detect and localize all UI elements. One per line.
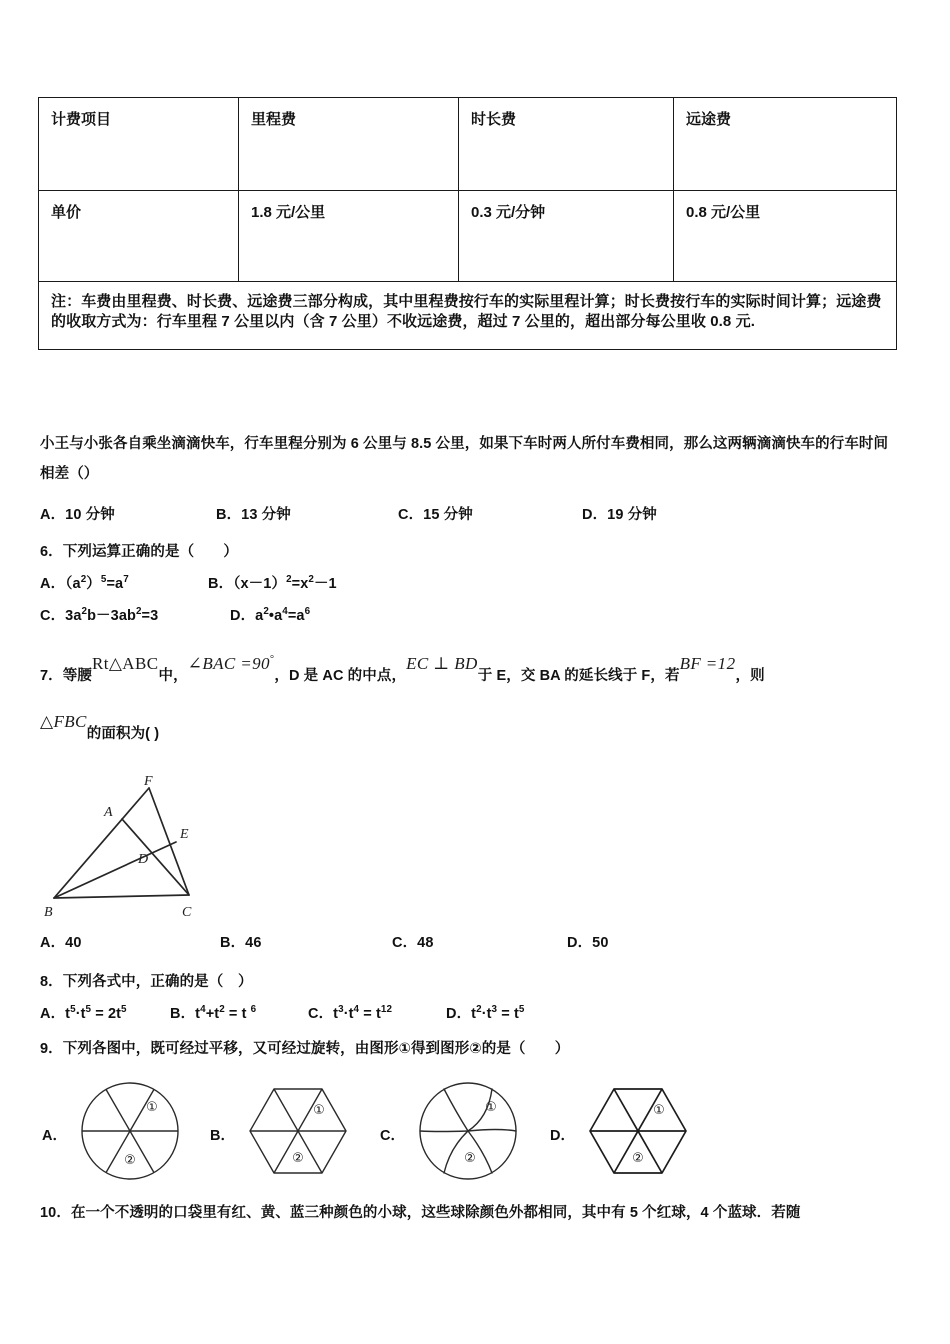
mark-2: ② [632,1151,644,1166]
question-8-options [40,1000,524,1029]
question-5-option-d[interactable]: D．19 分钟 [582,507,657,523]
question-6-number: 6． [40,544,63,560]
question-7-math-angle-bac: ∠BAC =90° [187,654,275,673]
table-header-longdistance: 远途费 [674,98,897,191]
question-9-option-b-key: B． [210,1128,235,1144]
question-7-text-3: ，D 是 AC 的中点， [274,668,407,684]
mark-1: ① [146,1100,158,1115]
question-8-option-d[interactable]: D．$t^2\cdot t^3 = t^5$ [446,1004,525,1022]
circle-six-sectors-icon [72,1078,192,1186]
question-7-text-2: 中， [158,668,188,684]
table-cell-mileage-price: 1.8 元/公里 [239,191,459,282]
table-row-unit-price [39,191,897,282]
question-5-option-b[interactable]: B．13 分钟 [216,507,291,523]
table-header-duration: 时长费 [459,98,674,191]
question-10-number: 10． [40,1205,71,1221]
label-E: E [180,827,189,842]
question-6-stem [40,538,238,567]
mark-2: ② [292,1151,304,1166]
question-7-option-d[interactable]: D．50 [567,935,609,951]
question-6-options-row-2 [40,602,310,631]
question-9-option-d[interactable] [548,1078,708,1186]
question-8-stem [40,968,253,997]
label-F: F [144,776,153,789]
question-6-option-c[interactable]: C．$3a^2b-3ab^2=3$ [40,606,159,624]
table-header-mileage: 里程费 [239,98,459,191]
question-9-option-c-key: C． [380,1128,405,1144]
mark-1: ① [653,1103,665,1118]
mark-1: ① [313,1103,325,1118]
question-9-option-c[interactable] [378,1078,538,1186]
question-9-option-b[interactable] [208,1078,368,1186]
hexagon-six-triangles-icon [240,1078,360,1186]
question-7-option-a[interactable]: A．40 [40,935,82,951]
question-5-option-c[interactable]: C．15 分钟 [398,507,473,523]
question-8-option-b[interactable]: B．$t^4+t^2 = t$ $^6$ [170,1004,257,1022]
question-10-stem-text: 在一个不透明的口袋里有红、黄、蓝三种颜色的小球，这些球除颜色外都相同，其中有 5 个红球，4 个蓝球．若随 [70,1205,801,1221]
question-6-stem-text: 下列运算正确的是（ ） [62,544,238,560]
question-5-option-a[interactable]: A．10 分钟 [40,507,115,523]
question-7-math-ec-perp-bd: EC ⊥ BD [406,654,478,673]
table-cell-unit-label: 单价 [39,191,239,282]
question-7-stem-cont [40,712,160,750]
label-C: C [182,905,192,920]
table-cell-duration-price: 0.3 元/分钟 [459,191,674,282]
question-8-number: 8． [40,974,63,990]
table-row-note [39,282,897,350]
question-7-math-bf-12: BF =12 [679,654,736,673]
question-6-option-d[interactable]: D．$a^2•a^4=a^6$ [230,606,311,624]
question-9-stem-text: 下列各图中，既可经过平移，又可经过旋转，由图形①得到图形②的是（ ） [62,1041,570,1057]
table-row-header [39,98,897,191]
table-header-item: 计费项目 [39,98,239,191]
question-7-number: 7． [40,668,63,684]
question-6-options-row-1 [40,570,337,599]
question-7-option-b[interactable]: B．46 [220,935,262,951]
question-5-options [40,501,896,530]
question-9-option-a[interactable] [40,1078,200,1186]
question-7-figure [34,776,234,928]
question-7-stem [40,655,910,694]
question-9-option-d-key: D． [550,1128,575,1144]
question-9-options-figures [40,1078,740,1186]
question-7-math-triangle-fbc: △FBC [40,712,87,731]
question-9-stem [40,1035,569,1064]
mark-2: ② [124,1153,136,1168]
question-7-text-6: 的面积为( ) [86,726,160,742]
question-9-number: 9． [40,1041,63,1057]
mark-1: ① [485,1100,497,1115]
label-D: D [138,852,149,867]
question-6-option-a[interactable]: A．$(a^2)^5=a^7$ [40,574,129,592]
question-9-option-a-key: A． [42,1128,67,1144]
table-note-text: 注：车费由里程费、时长费、远途费三部分构成，其中里程费按行车的实际里程计算；时长费按行车的实际时间计算；远途费的收取方式为：行车里程 7 公里以内（含 7 公里）不收远途费，超过 7 公里的，超出部分每公里收 0.8 元. [39,282,897,350]
hexagon-six-triangles-bold-icon [580,1078,700,1186]
question-5-stem: 小王与小张各自乘坐滴滴快车，行车里程分别为 6 公里与 8.5 公里，如果下车时两人所付车费相同，那么这两辆滴滴快车的行车时间相差（） [40,436,889,483]
question-7-text-5: ，则 [735,668,765,684]
question-10-stem [40,1199,920,1228]
question-7-options [40,929,740,958]
circle-pinwheel-curved-icon [410,1078,530,1186]
question-7-text-4: 于 E，交 BA 的延长线于 F，若 [477,668,680,684]
label-B: B [44,905,53,920]
question-7-math-rt-abc: Rt△ABC [91,654,159,673]
question-7-option-c[interactable]: C．48 [392,935,434,951]
label-A: A [104,805,113,820]
triangle-fbc-svg [34,776,234,928]
fare-table [38,97,897,350]
table-cell-longdistance-price: 0.8 元/公里 [674,191,897,282]
question-8-stem-text: 下列各式中，正确的是（ ） [62,974,253,990]
question-8-option-c[interactable]: C．$t^3\cdot t^4 = t^{12}$ [308,1004,393,1022]
question-6-option-b[interactable]: B．$(x-1)^2=x^2-1$ [208,574,337,592]
question-7-text-1: 等腰 [62,668,92,684]
mark-2: ② [464,1151,476,1166]
question-8-option-a[interactable]: A．$t^5\cdot t^5 = 2t^5$ [40,1004,127,1022]
